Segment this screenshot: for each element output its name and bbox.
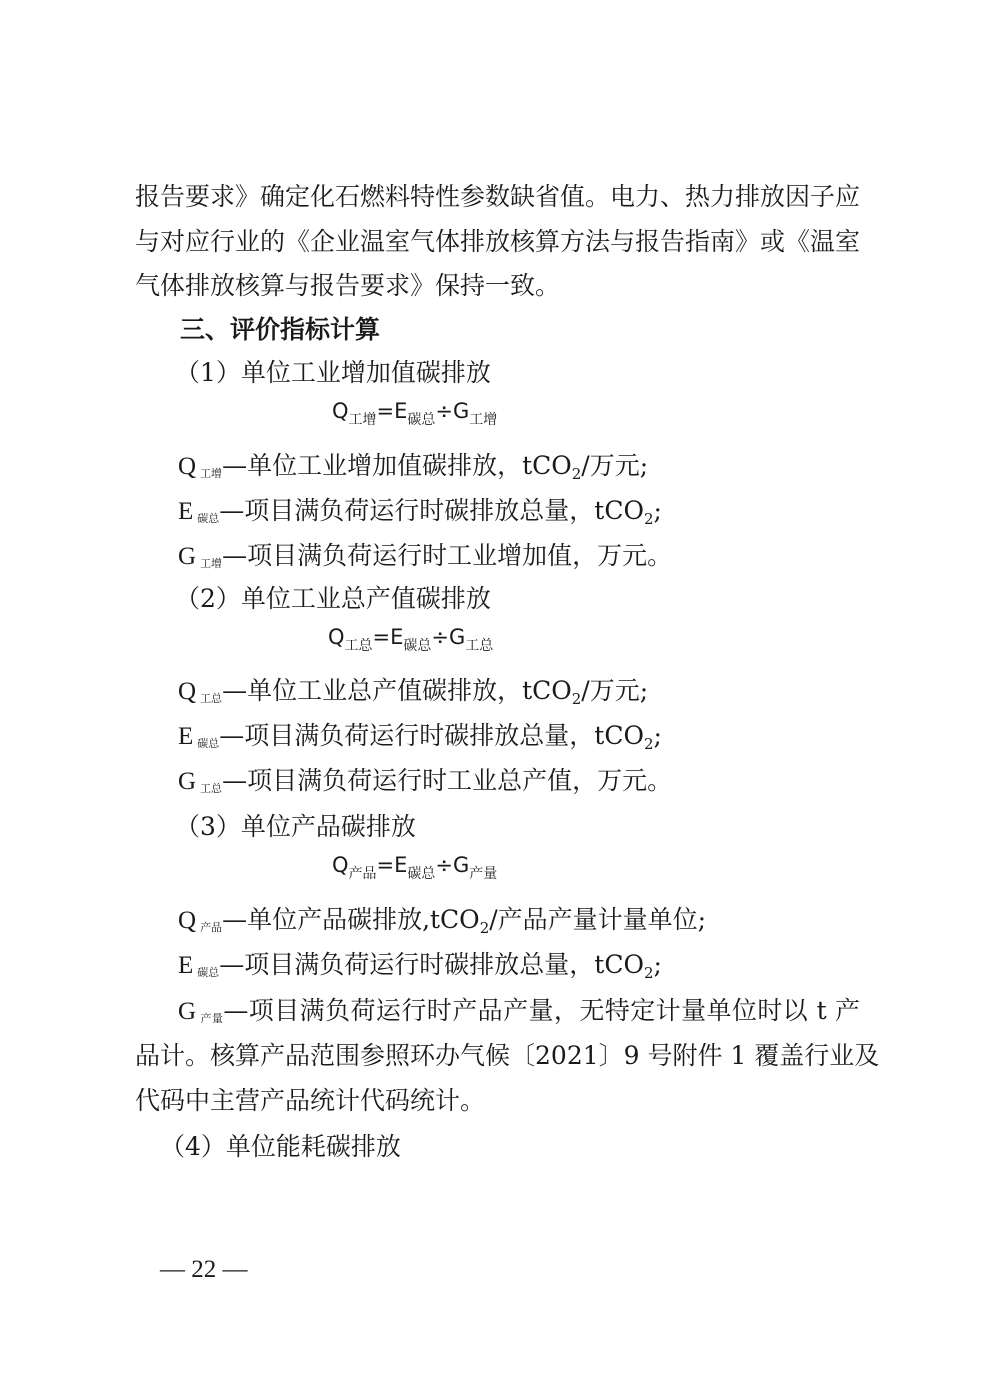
intro-line-1: 报告要求》确定化石燃料特性参数缺省值。电力、热力排放因子应	[135, 182, 861, 211]
item-3-def-g: G产量—项目满负荷运行时产品产量，无特定计量单位时以 t 产	[178, 996, 861, 1025]
item-2-heading: （2）单位工业总产值碳排放	[175, 584, 491, 613]
section-title: 三、评价指标计算	[180, 315, 381, 344]
item-1-def-q: Q工增—单位工业增加值碳排放，tCO$_2$/万元;	[178, 451, 649, 483]
item-2-def-g: G工总—项目满负荷运行时工业总产值，万元。	[178, 766, 673, 795]
item-3-continuation-2: 代码中主营产品统计代码统计。	[135, 1086, 486, 1115]
item-2-def-q: Q工总—单位工业总产值碳排放，tCO$_2$/万元;	[178, 676, 649, 708]
item-3-def-e: E碳总—项目满负荷运行时碳排放总量，tCO$_2$;	[178, 950, 662, 982]
item-1-def-g: G工增—项目满负荷运行时工业增加值，万元。	[178, 541, 673, 570]
item-4-heading: （4）单位能耗碳排放	[160, 1132, 401, 1161]
item-3-continuation-1: 品计。核算产品范围参照环办气候〔2021〕9 号附件 1 覆盖行业及	[135, 1041, 880, 1070]
item-2-formula: $Q_{工总}=E_{碳总}\div G_{工总}$	[328, 625, 494, 654]
item-1-def-e: E碳总—项目满负荷运行时碳排放总量，tCO$_2$;	[178, 496, 662, 528]
item-3-formula: $Q_{产品}=E_{碳总}\div G_{产量}$	[332, 853, 498, 882]
page-number: — 22 —	[160, 1256, 248, 1283]
item-1-formula: $Q_{工增}=E_{碳总}\div G_{工增}$	[332, 399, 498, 428]
intro-line-2: 与对应行业的《企业温室气体排放核算方法与报告指南》或《温室	[135, 227, 861, 256]
item-2-def-e: E碳总—项目满负荷运行时碳排放总量，tCO$_2$;	[178, 721, 662, 753]
intro-line-3: 气体排放核算与报告要求》保持一致。	[135, 271, 561, 300]
item-1-heading: （1）单位工业增加值碳排放	[175, 358, 491, 387]
item-3-def-q: Q产品—单位产品碳排放,tCO$_2$/产品产量计量单位;	[178, 905, 707, 937]
item-3-heading: （3）单位产品碳排放	[175, 812, 416, 841]
